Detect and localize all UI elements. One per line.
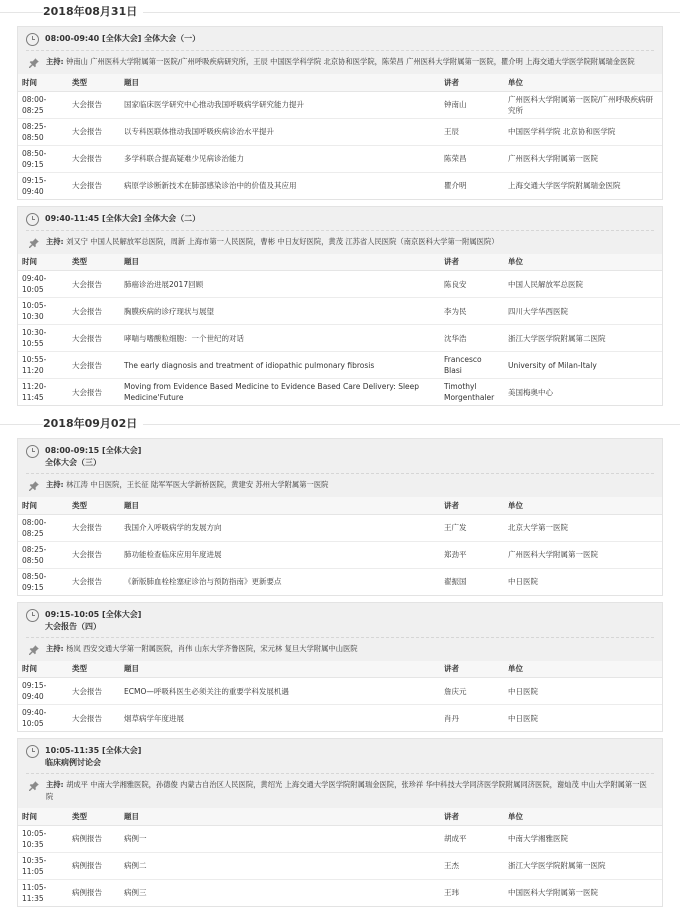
session-time-line bbox=[26, 31, 654, 51]
table-row bbox=[18, 379, 662, 406]
session-header bbox=[18, 207, 662, 254]
cell-speaker: 陈荣昌 bbox=[440, 145, 504, 172]
cell-unit: 浙江大学医学院附属第一医院 bbox=[504, 852, 662, 879]
cell-type: 大会报告 bbox=[68, 678, 120, 705]
table-row bbox=[18, 541, 662, 568]
session-header bbox=[18, 439, 662, 497]
column-header-speaker: 讲者 bbox=[440, 661, 504, 678]
clock-icon bbox=[26, 609, 39, 622]
date-label: 2018年08月31日 bbox=[43, 0, 143, 24]
cell-unit: 中日医院 bbox=[508, 713, 538, 723]
session-hosts bbox=[26, 51, 654, 70]
cell-topic: The early diagnosis and treatment of idiopathic pulmonary fibrosis bbox=[120, 352, 440, 379]
cell-topic: 胸膜疾病的诊疗现状与展望 bbox=[120, 298, 440, 325]
hosts-text: 主持: 胡成平 中南大学湘雅医院，孙德俊 内蒙古自治区人民医院，黄绍光 上海交通大学医学院附属瑞金医院，张珍祥 华中科技大学同济医学院附属同济医院，谢灿茂 中山大学附属第一医院 bbox=[46, 780, 647, 801]
session-time: 09:15-10:05 [全体大会] bbox=[45, 609, 142, 619]
cell-speaker: 翟振国 bbox=[444, 577, 467, 586]
table-row bbox=[18, 145, 662, 172]
session-block bbox=[17, 602, 663, 733]
column-header-time: 时间 bbox=[18, 74, 68, 91]
host-label: 主持: bbox=[46, 57, 67, 66]
cell-speaker: 郑劲平 bbox=[440, 541, 504, 568]
cell-unit: 广州医科大学附属第一医院 bbox=[504, 541, 662, 568]
cell-speaker: 詹庆元 bbox=[440, 678, 504, 705]
date-header bbox=[0, 412, 680, 436]
table-row bbox=[18, 568, 662, 595]
cell-speaker: Timothyl Morgenthaler bbox=[444, 382, 495, 402]
host-label: 主持: bbox=[46, 780, 67, 789]
cell-topic: 以专科医联体推动我国呼吸疾病诊治水平提升 bbox=[120, 118, 440, 145]
cell-type: 大会报告 bbox=[72, 181, 102, 190]
cell-time: 08:00-08:25 bbox=[18, 91, 68, 118]
schedule-table bbox=[18, 254, 662, 406]
session-time: 08:00-09:15 [全体大会] bbox=[45, 446, 142, 455]
session-time: 10:05-11:35 [全体大会] bbox=[45, 746, 142, 755]
table-row bbox=[18, 879, 662, 906]
column-header-unit: 单位 bbox=[504, 74, 662, 91]
session-time-line bbox=[26, 443, 654, 474]
clock-icon bbox=[26, 745, 39, 758]
session-time-line bbox=[26, 607, 654, 638]
session-block bbox=[17, 26, 663, 200]
session-hosts bbox=[26, 231, 654, 250]
cell-type: 大会报告 bbox=[68, 298, 120, 325]
table-row bbox=[18, 852, 662, 879]
session-hosts bbox=[26, 638, 654, 657]
cell-topic: 病例三 bbox=[124, 888, 147, 897]
session-name: 临床病例讨论会 bbox=[45, 758, 101, 767]
table-row bbox=[18, 271, 662, 298]
cell-unit: 中南大学湘雅医院 bbox=[504, 825, 662, 852]
cell-topic: 病例一 bbox=[120, 825, 440, 852]
schedule-table bbox=[18, 497, 662, 595]
session-block bbox=[17, 206, 663, 407]
cell-topic: 病例二 bbox=[120, 852, 440, 879]
cell-topic: 多学科联合提高疑难少见病诊治能力 bbox=[120, 145, 440, 172]
schedule-table bbox=[18, 74, 662, 199]
cell-unit: 美国梅奥中心 bbox=[508, 387, 553, 397]
cell-time: 09:15-09:40 bbox=[22, 175, 47, 196]
cell-time: 08:25-08:50 bbox=[18, 118, 68, 145]
cell-speaker: 王辰 bbox=[440, 118, 504, 145]
cell-type: 大会报告 bbox=[72, 713, 102, 723]
session-title bbox=[45, 445, 141, 469]
cell-speaker: 瞿介明 bbox=[444, 181, 467, 190]
cell-time: 08:50-09:15 bbox=[22, 571, 47, 592]
session-hosts bbox=[26, 474, 654, 493]
session-title: 08:00-09:40 [全体大会] 全体大会（一） bbox=[45, 34, 201, 43]
host-label: 主持: bbox=[46, 236, 67, 246]
column-header-topic: 题目 bbox=[120, 497, 440, 514]
table-header-row bbox=[18, 808, 662, 825]
session-name: 大会报告（四） bbox=[45, 621, 101, 631]
column-header-topic: 题目 bbox=[120, 808, 440, 825]
pin-icon bbox=[28, 57, 40, 69]
session-title: 09:40-11:45 [全体大会] 全体大会（二） bbox=[45, 213, 201, 223]
schedule-table bbox=[18, 661, 662, 732]
cell-speaker: Francesco Blasi bbox=[440, 352, 504, 379]
cell-unit: 四川大学华西医院 bbox=[504, 298, 662, 325]
session-block bbox=[17, 738, 663, 907]
column-header-time: 时间 bbox=[18, 254, 68, 271]
cell-type: 病例报告 bbox=[68, 852, 120, 879]
column-header-unit: 单位 bbox=[504, 497, 662, 514]
cell-topic: Moving from Evidence Based Medicine to Evidence Based Care Delivery: Sleep Medicine'Future bbox=[124, 382, 420, 402]
column-header-speaker: 讲者 bbox=[440, 497, 504, 514]
table-header-row bbox=[18, 254, 662, 271]
session-hosts bbox=[26, 774, 654, 804]
table-row bbox=[18, 705, 662, 732]
clock-icon bbox=[26, 213, 39, 226]
cell-speaker: 李为民 bbox=[440, 298, 504, 325]
host-label: 主持: bbox=[46, 480, 67, 489]
cell-speaker: 王杰 bbox=[440, 852, 504, 879]
session-header bbox=[18, 739, 662, 808]
cell-type: 大会报告 bbox=[68, 271, 120, 298]
column-header-type: 类型 bbox=[68, 74, 120, 91]
table-row bbox=[18, 352, 662, 379]
cell-topic: 肺癌诊治进展2017回顾 bbox=[120, 271, 440, 298]
cell-topic: ECMO—呼吸科医生必须关注的重要学科发展机遇 bbox=[120, 678, 440, 705]
cell-speaker: 王广发 bbox=[440, 514, 504, 541]
cell-time: 11:05-11:35 bbox=[22, 882, 47, 903]
table-row bbox=[18, 825, 662, 852]
date-label: 2018年09月02日 bbox=[43, 412, 143, 436]
cell-speaker: 沈华浩 bbox=[440, 325, 504, 352]
cell-time: 10:35-11:05 bbox=[18, 852, 68, 879]
cell-unit: 中日医院 bbox=[504, 678, 662, 705]
cell-time: 09:15-09:40 bbox=[18, 678, 68, 705]
cell-type: 大会报告 bbox=[68, 325, 120, 352]
hosts-text: 主持: 钟南山 广州医科大学附属第一医院/广州呼吸疾病研究所，王辰 中国医学科学院 北京协和医学院，陈荣昌 广州医科大学附属第一医院，瞿介明 上海交通大学医学院附属瑞金医院 bbox=[46, 57, 635, 66]
cell-speaker: 陈良安 bbox=[440, 271, 504, 298]
cell-time: 09:40-10:05 bbox=[18, 271, 68, 298]
cell-unit: 中国医学科学院 北京协和医学院 bbox=[504, 118, 662, 145]
cell-topic: 我国介入呼吸病学的发展方向 bbox=[120, 514, 440, 541]
table-row bbox=[18, 91, 662, 118]
cell-type: 大会报告 bbox=[68, 514, 120, 541]
cell-unit: 广州医科大学附属第一医院/广州呼吸疾病研究所 bbox=[504, 91, 662, 118]
column-header-speaker: 讲者 bbox=[440, 808, 504, 825]
cell-speaker: 肖丹 bbox=[444, 713, 459, 723]
table-row bbox=[18, 118, 662, 145]
column-header-unit: 单位 bbox=[504, 661, 662, 678]
column-header-topic: 题目 bbox=[120, 254, 440, 271]
cell-time: 11:20-11:45 bbox=[22, 382, 47, 402]
clock-icon bbox=[26, 445, 39, 458]
cell-topic: 哮喘与嗜酸粒细胞：一个世纪的对话 bbox=[120, 325, 440, 352]
cell-type: 大会报告 bbox=[68, 541, 120, 568]
cell-type: 大会报告 bbox=[68, 352, 120, 379]
cell-time: 10:05-10:30 bbox=[18, 298, 68, 325]
table-header-row bbox=[18, 74, 662, 91]
cell-unit: 浙江大学医学院附属第二医院 bbox=[504, 325, 662, 352]
hosts-text: 主持: 杨岚 西安交通大学第一附属医院，肖伟 山东大学齐鲁医院，宋元林 复旦大学附属中山医院 bbox=[46, 643, 358, 653]
cell-time: 08:00-08:25 bbox=[18, 514, 68, 541]
cell-type: 大会报告 bbox=[72, 577, 102, 586]
cell-unit: 北京大学第一医院 bbox=[504, 514, 662, 541]
cell-type: 大会报告 bbox=[68, 145, 120, 172]
column-header-time: 时间 bbox=[18, 808, 68, 825]
cell-time: 08:50-09:15 bbox=[18, 145, 68, 172]
table-row bbox=[18, 514, 662, 541]
hosts-text: 主持: 刘又宁 中国人民解放军总医院，周新 上海市第一人民医院，曹彬 中日友好医院，黄茂 江苏省人民医院（南京医科大学第一附属医院） bbox=[46, 236, 499, 246]
cell-speaker: 王玮 bbox=[444, 888, 459, 897]
column-header-unit: 单位 bbox=[504, 254, 662, 271]
table-header-row bbox=[18, 661, 662, 678]
cell-type: 大会报告 bbox=[68, 91, 120, 118]
session-title bbox=[45, 609, 141, 633]
column-header-type: 类型 bbox=[68, 254, 120, 271]
cell-unit: 中国医科大学附属第一医院 bbox=[508, 888, 598, 897]
session-header bbox=[18, 27, 662, 74]
cell-type: 病例报告 bbox=[72, 888, 102, 897]
column-header-topic: 题目 bbox=[120, 661, 440, 678]
column-header-time: 时间 bbox=[18, 661, 68, 678]
cell-unit: 广州医科大学附属第一医院 bbox=[504, 145, 662, 172]
schedule-table bbox=[18, 808, 662, 906]
column-header-type: 类型 bbox=[68, 808, 120, 825]
column-header-type: 类型 bbox=[68, 661, 120, 678]
table-row bbox=[18, 678, 662, 705]
cell-unit: 中国人民解放军总医院 bbox=[504, 271, 662, 298]
cell-topic: 烟草病学年度进展 bbox=[124, 713, 184, 723]
column-header-speaker: 讲者 bbox=[440, 74, 504, 91]
column-header-topic: 题目 bbox=[120, 74, 440, 91]
column-header-type: 类型 bbox=[68, 497, 120, 514]
date-header bbox=[0, 0, 680, 24]
session-title bbox=[45, 745, 141, 769]
session-time-line bbox=[26, 211, 654, 231]
cell-time: 10:30-10:55 bbox=[18, 325, 68, 352]
session-header bbox=[18, 603, 662, 661]
cell-time: 08:25-08:50 bbox=[18, 541, 68, 568]
column-header-time: 时间 bbox=[18, 497, 68, 514]
cell-topic: 肺功能检查临床应用年度进展 bbox=[120, 541, 440, 568]
session-name: 全体大会（三） bbox=[45, 458, 101, 467]
cell-unit: 中日医院 bbox=[508, 577, 538, 586]
cell-type: 大会报告 bbox=[68, 118, 120, 145]
cell-time: 10:55-11:20 bbox=[18, 352, 68, 379]
clock-icon bbox=[26, 33, 39, 46]
session-block bbox=[17, 438, 663, 596]
table-row bbox=[18, 298, 662, 325]
pin-icon bbox=[28, 644, 40, 656]
cell-type: 病例报告 bbox=[68, 825, 120, 852]
cell-topic: 病原学诊断新技术在肺部感染诊治中的价值及其应用 bbox=[124, 181, 297, 190]
cell-time: 09:40-10:05 bbox=[22, 708, 47, 728]
column-header-unit: 单位 bbox=[504, 808, 662, 825]
hosts-text: 主持: 林江涛 中日医院，王长征 陆军军医大学新桥医院，黄建安 苏州大学附属第一医院 bbox=[46, 480, 329, 489]
pin-icon bbox=[28, 780, 40, 792]
host-label: 主持: bbox=[46, 643, 67, 653]
cell-time: 10:05-10:35 bbox=[18, 825, 68, 852]
session-time-line bbox=[26, 743, 654, 774]
table-row bbox=[18, 325, 662, 352]
pin-icon bbox=[28, 480, 40, 492]
table-header-row bbox=[18, 497, 662, 514]
cell-unit: University of Milan-Italy bbox=[504, 352, 662, 379]
cell-unit: 上海交通大学医学院附属瑞金医院 bbox=[508, 181, 621, 190]
cell-topic: 《新版肺血栓栓塞症诊治与预防指南》更新要点 bbox=[124, 577, 282, 586]
cell-topic: 国家临床医学研究中心推动我国呼吸病学研究能力提升 bbox=[120, 91, 440, 118]
cell-speaker: 钟南山 bbox=[440, 91, 504, 118]
table-row bbox=[18, 172, 662, 199]
cell-speaker: 胡成平 bbox=[440, 825, 504, 852]
cell-type: 大会报告 bbox=[72, 387, 102, 397]
column-header-speaker: 讲者 bbox=[440, 254, 504, 271]
pin-icon bbox=[28, 237, 40, 249]
